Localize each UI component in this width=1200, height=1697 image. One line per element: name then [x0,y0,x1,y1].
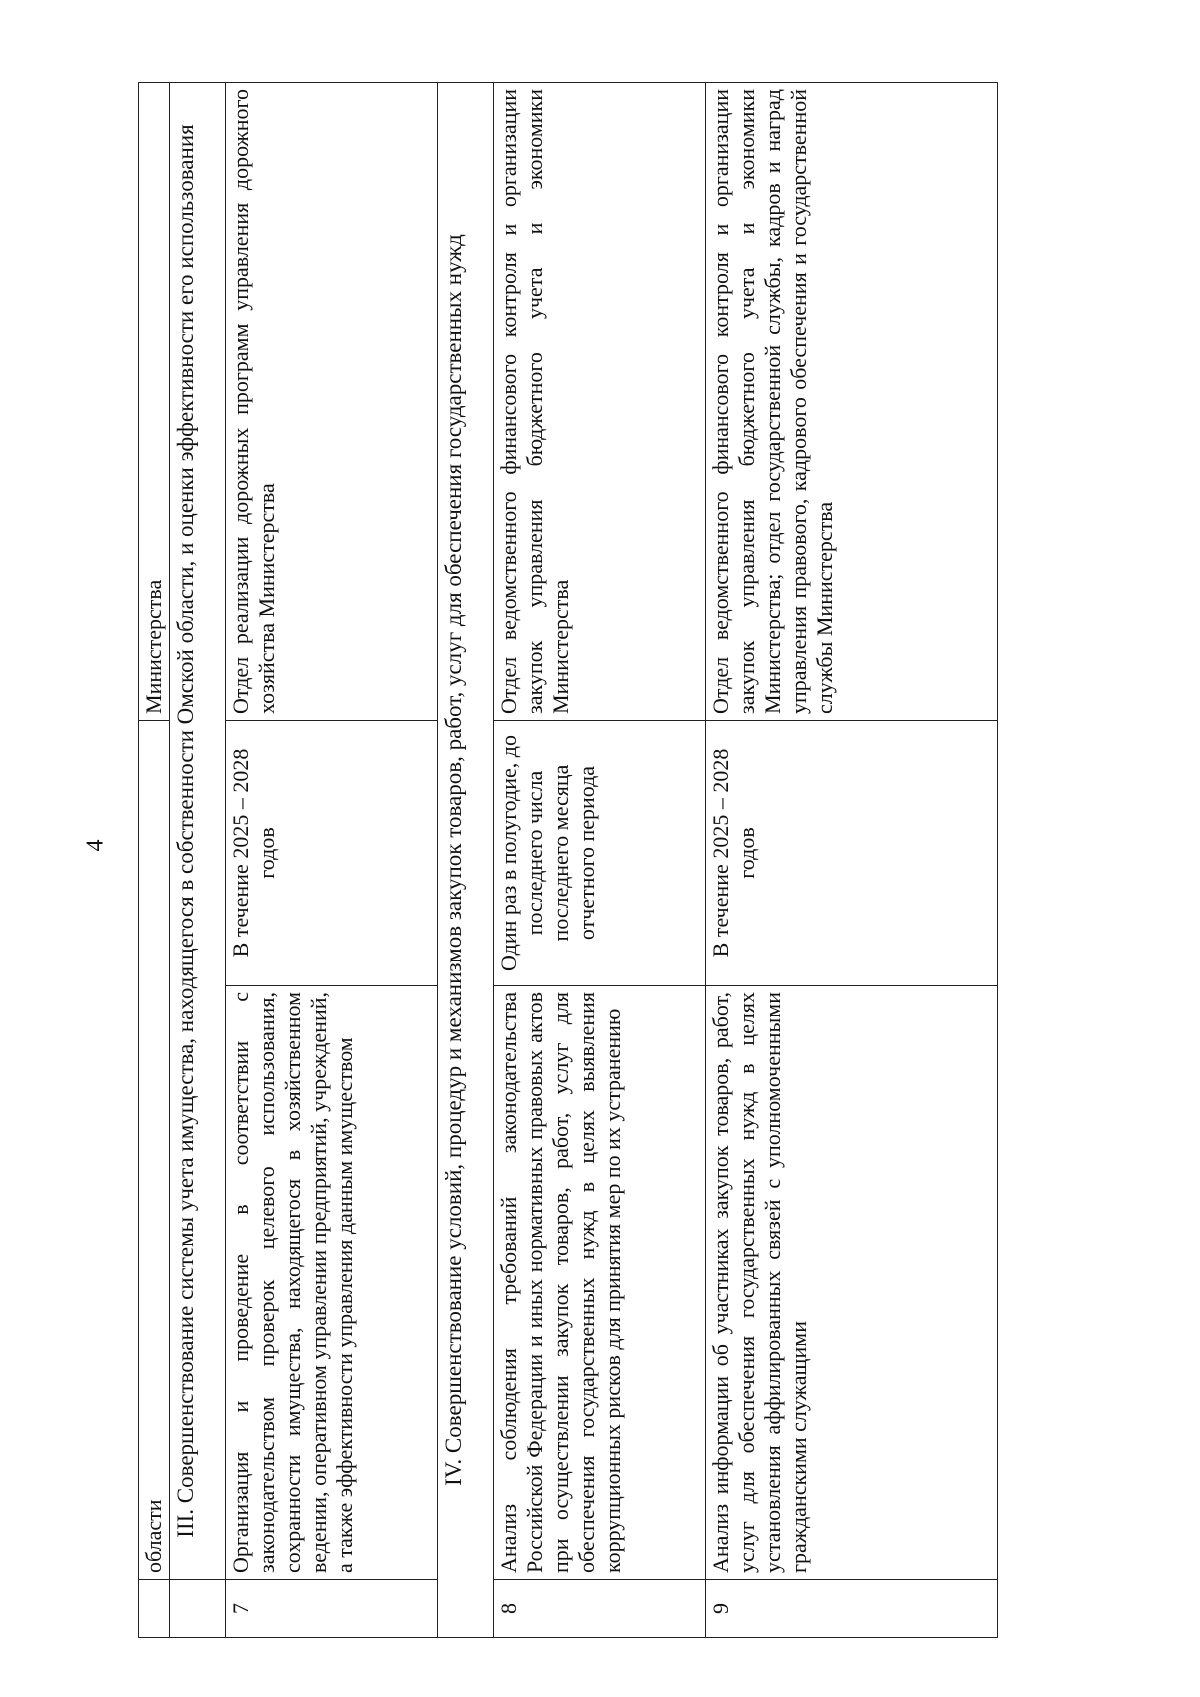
table-row [139,82,170,1637]
measures-table [138,82,998,1638]
table-row [705,82,997,1637]
cell-top-left: области [139,720,170,1579]
action-text: Анализ соблюдения требований законодательства Российской Федерации и иных нормативных правовых актов при осуществлении закупок товаров, работ, услуг для обеспечения государственных нужд в целях выявления коррупционных рисков для принятия мер по их устранению [493,986,705,1580]
rotated-table-container [138,83,1053,1638]
section-header-row [437,82,493,1637]
cell-top-right: Министерства [139,82,170,720]
action-text: Анализ информации об участниках закупок товаров, работ, услуг для обеспечения государственных нужд в целях установления аффилированных связей с уполномоченными гражданскими служащими [705,986,997,1580]
term-text: Один раз в полугодие, до последнего числа последнего месяца отчетного периода [493,720,705,985]
section-title: IV. Совершенствование условий, процедур и механизмов закупок товаров, работ, услуг для обеспечения государственных нужд [437,82,493,1637]
row-number: 7 [225,1580,437,1638]
term-text: В течение 2025 – 2028 годов [225,720,437,985]
cell-num [139,1580,170,1638]
table-row [225,82,437,1637]
section-header-row [169,82,225,1637]
responsible-text: Отдел ведомственного финансового контроля и организации закупок управления бюджетного учета и экономики Министерства; отдел государственной службы, кадров и наград управления правового, кадрового обеспечения и государственной службы Министерства [705,82,997,720]
responsible-text: Отдел реализации дорожных программ управления дорожного хозяйства Министерства [225,82,437,720]
page-number: 4 [82,839,109,852]
table-row [493,82,705,1637]
action-text: Организация и проведение в соответствии с законодательством проверок целевого использования, сохранности имущества, находящегося в хозяйственном ведении, оперативном управлении предприятий, учреждений, а также эффективности управления данным имуществом [225,986,437,1580]
row-number: 8 [493,1580,705,1638]
responsible-text: Отдел ведомственного финансового контроля и организации закупок управления бюджетного учета и экономики Министерства [493,82,705,720]
row-number: 9 [705,1580,997,1638]
term-text: В течение 2025 – 2028 годов [705,720,997,985]
cell-num [169,1580,225,1638]
section-title: III. Совершенствование системы учета имущества, находящегося в собственности Омской области, и оценки эффективности его использования [169,82,225,1579]
